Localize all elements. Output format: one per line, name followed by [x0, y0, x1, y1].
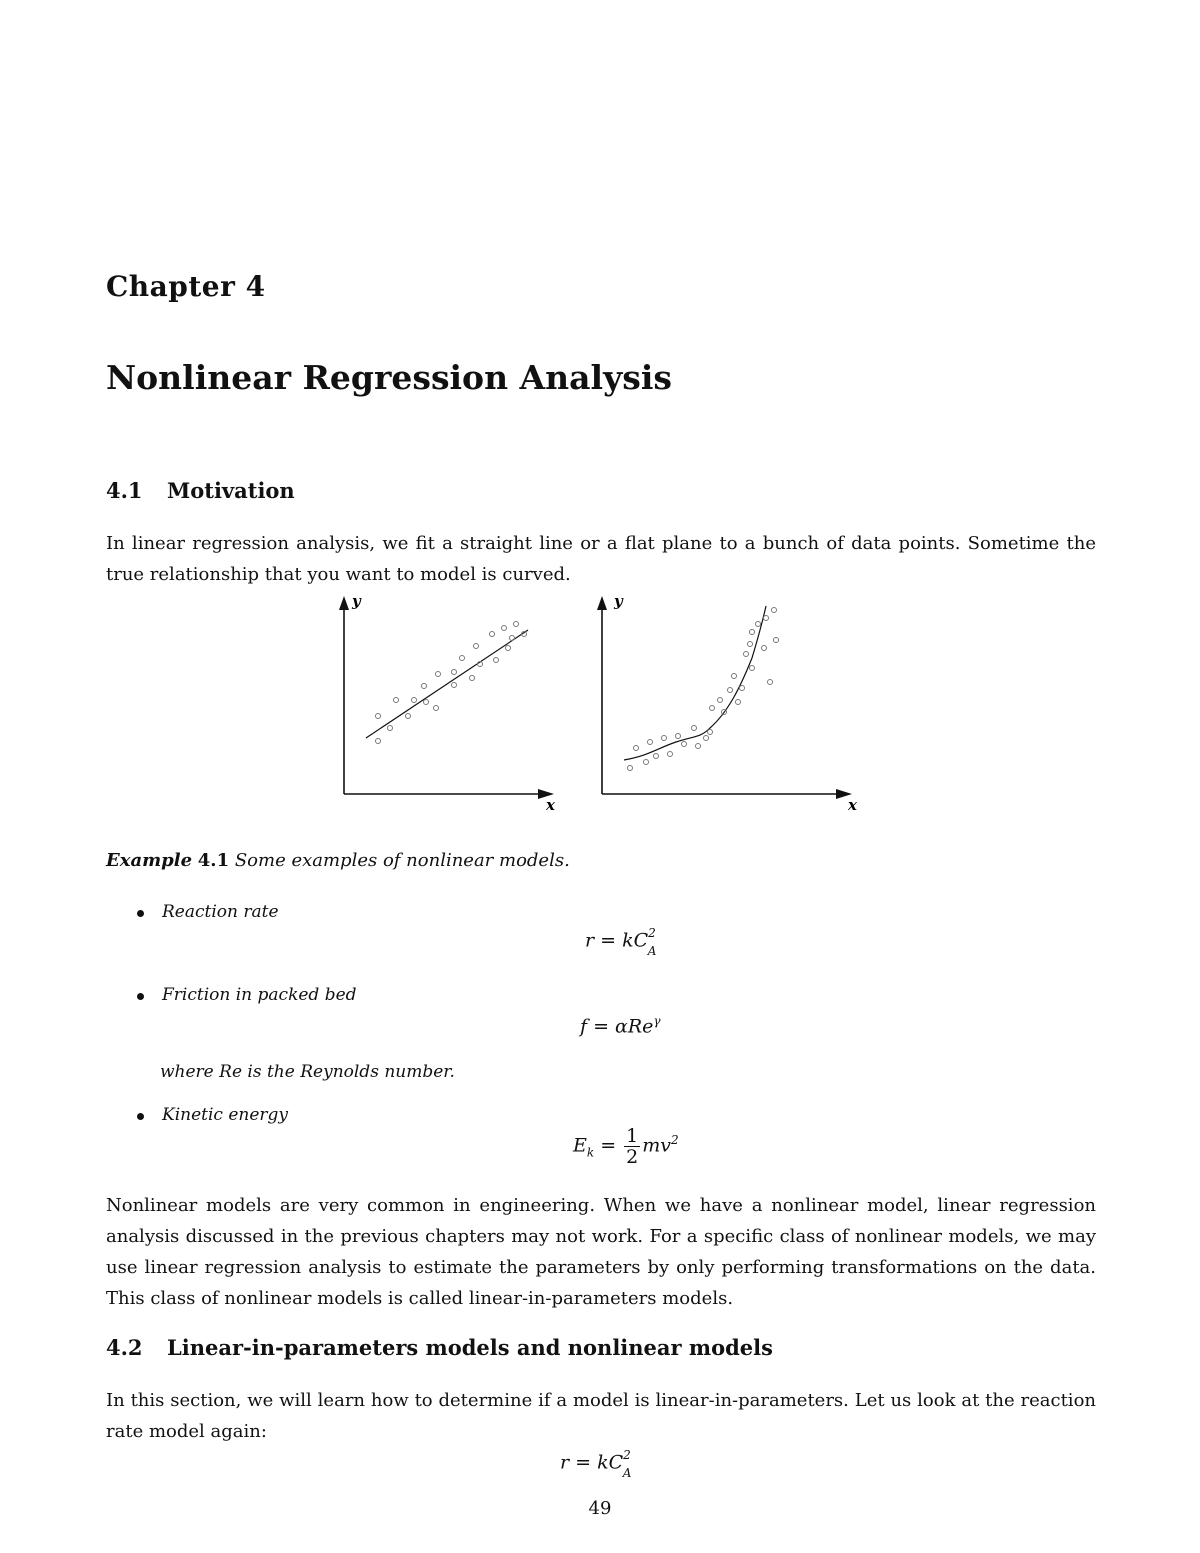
- list-item: [162, 985, 357, 1005]
- fit-curve: [624, 606, 766, 760]
- page-number: 49: [588, 1498, 612, 1519]
- example-heading: [106, 850, 570, 871]
- data-point: [388, 726, 393, 731]
- example-caption: Some examples of nonlinear models.: [234, 850, 570, 871]
- data-point: [718, 698, 723, 703]
- data-point: [768, 680, 773, 685]
- section-number: 4.1: [106, 478, 143, 503]
- equation-friction: f = αRe$^\gamma$: [580, 1014, 661, 1038]
- section-heading-4-2: [106, 1335, 773, 1360]
- data-point: [744, 652, 749, 657]
- motivation-paragraph: In linear regression analysis, we fit a straight line or a flat plane to a bunch of data points. Sometime the true relationship that you want to model is curved.: [106, 533, 1096, 585]
- data-point: [644, 760, 649, 765]
- y-axis-label: y: [352, 592, 361, 610]
- data-point: [748, 642, 753, 647]
- data-point: [736, 700, 741, 705]
- data-point: [756, 622, 761, 627]
- data-point: [774, 638, 779, 643]
- bullet-icon: [137, 993, 144, 1000]
- data-point: [732, 674, 737, 679]
- data-point: [676, 734, 681, 739]
- data-point: [412, 698, 417, 703]
- data-point: [490, 632, 495, 637]
- y-axis-arrow-icon: [597, 596, 607, 610]
- equation-kinetic-energy: $E_k$ = $\frac{1}{2}$ $mv^2$: [573, 1125, 679, 1168]
- list-item: [162, 1105, 288, 1125]
- data-point: [682, 742, 687, 747]
- data-point: [692, 726, 697, 731]
- y-axis-arrow-icon: [339, 596, 349, 610]
- data-point: [422, 684, 427, 689]
- chapter-label: Chapter 4: [106, 270, 266, 303]
- data-points: [376, 622, 527, 744]
- data-point: [424, 700, 429, 705]
- example-number: 4.1: [197, 850, 230, 871]
- nonlinear-models-paragraph: Nonlinear models are very common in engineering. When we have a nonlinear model, linear regression analysis discussed in the previous chapters may not work. For a specific class of nonlinear models, we may use linear regression analysis to estimate the parameters by only performing transformations on the data. This class of nonlinear models is called linear-in-parameters models.: [106, 1195, 1096, 1309]
- nonlinear-fit-figure: [588, 588, 878, 818]
- data-point: [506, 646, 511, 651]
- data-points: [628, 608, 779, 771]
- data-point: [654, 754, 659, 759]
- bullet-icon: [137, 1113, 144, 1120]
- data-point: [662, 736, 667, 741]
- data-point: [764, 616, 769, 621]
- data-point: [668, 752, 673, 757]
- data-point: [460, 656, 465, 661]
- data-point: [502, 626, 507, 631]
- data-point: [750, 666, 755, 671]
- data-point: [704, 736, 709, 741]
- section-title: Motivation: [167, 478, 295, 503]
- data-point: [728, 688, 733, 693]
- data-point: [436, 672, 441, 677]
- data-point: [470, 676, 475, 681]
- friction-note: where Re is the Reynolds number.: [160, 1062, 455, 1082]
- section-heading-4-1: [106, 478, 295, 503]
- data-point: [750, 630, 755, 635]
- y-axis-label: y: [614, 592, 623, 610]
- data-point: [452, 670, 457, 675]
- section-4-2-paragraph: In this section, we will learn how to determine if a model is linear-in-parameters. Let us look at the reaction rate model again:: [106, 1390, 1096, 1442]
- data-point: [772, 608, 777, 613]
- list-item-label: Friction in packed bed: [162, 985, 357, 1005]
- chapter-title: Nonlinear Regression Analysis: [106, 358, 672, 397]
- list-item: [162, 902, 279, 922]
- bullet-icon: [137, 910, 144, 917]
- equation-reaction-rate-repeat: $r = kC^2_A$: [560, 1448, 632, 1481]
- section-title: Linear-in-parameters models and nonlinear models: [167, 1335, 773, 1360]
- list-item-label: Reaction rate: [162, 902, 279, 922]
- fraction: $\frac{1}{2}$: [626, 1125, 639, 1168]
- x-axis-label: x: [848, 796, 857, 814]
- example-label: Example: [106, 850, 193, 871]
- data-point: [474, 644, 479, 649]
- list-item-label: Kinetic energy: [162, 1105, 289, 1125]
- data-point: [376, 739, 381, 744]
- data-point: [628, 766, 633, 771]
- data-point: [452, 683, 457, 688]
- data-point: [762, 646, 767, 651]
- data-point: [710, 706, 715, 711]
- data-point: [740, 686, 745, 691]
- section-number: 4.2: [106, 1335, 143, 1360]
- data-point: [514, 622, 519, 627]
- data-point: [406, 714, 411, 719]
- data-point: [634, 746, 639, 751]
- data-point: [510, 636, 515, 641]
- data-point: [696, 744, 701, 749]
- data-point: [434, 706, 439, 711]
- data-point: [394, 698, 399, 703]
- data-point: [494, 658, 499, 663]
- data-point: [648, 740, 653, 745]
- equation-reaction-rate: $r = kC^2_A$: [585, 926, 657, 959]
- data-point: [708, 730, 713, 735]
- data-point: [376, 714, 381, 719]
- linear-fit-figure: [330, 588, 570, 818]
- fit-line: [366, 630, 528, 738]
- x-axis-label: x: [546, 796, 555, 814]
